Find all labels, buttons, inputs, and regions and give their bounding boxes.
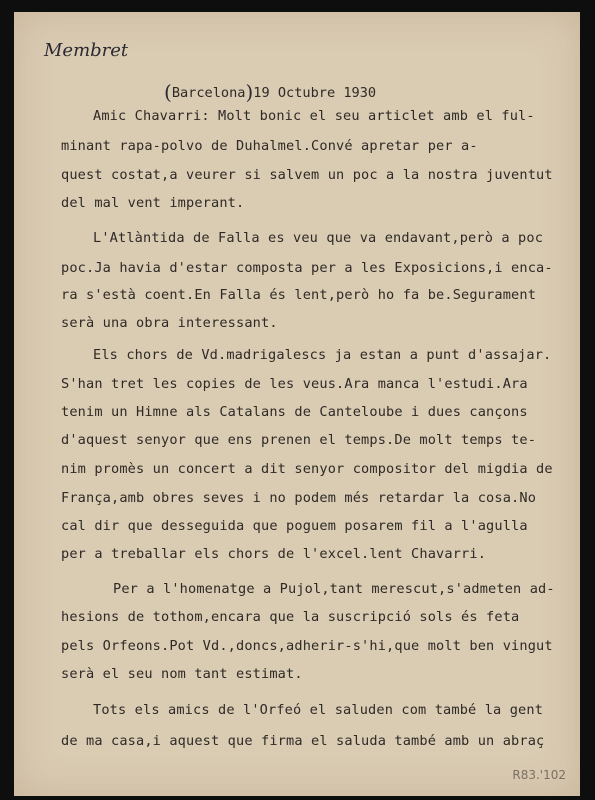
text-line: hesions de tothom,encara que la suscripció sols és feta xyxy=(61,609,520,625)
text-line: Els chors de Vd.madrigalescs ja estan a punt d'assajar. xyxy=(93,347,552,363)
text-line: ra s'està coent.En Falla és lent,però ho fa be.Segurament xyxy=(61,287,537,303)
handwritten-note: Membret xyxy=(44,40,129,61)
open-paren: ( xyxy=(164,80,172,104)
text-line: minant rapa-polvo de Duhalmel.Convé apretar per a- xyxy=(61,138,478,154)
text-line: per a treballar els chors de l'excel.lent Chavarri. xyxy=(61,546,487,562)
heading-date: 19 Octubre 1930 xyxy=(253,85,377,101)
text-line: serà el seu nom tant estimat. xyxy=(61,666,303,682)
text-line: tenim un Himne als Catalans de Canteloube i dues cançons xyxy=(61,404,528,420)
text-line: Tots els amics de l'Orfeó el saluden com també la gent xyxy=(93,702,544,718)
text-line: S'han tret les copies de les veus.Ara manca l'estudi.Ara xyxy=(61,376,528,392)
text-line: L'Atlàntida de Falla es veu que va endavant,però a poc xyxy=(93,230,544,246)
letter-page xyxy=(14,12,580,796)
archive-reference: R83.'102 xyxy=(512,768,566,782)
close-paren: ) xyxy=(245,80,254,104)
text-line: Amic Chavarri: Molt bonic el seu articlet amb el ful- xyxy=(93,108,535,124)
text-line: serà una obra interessant. xyxy=(61,315,278,331)
text-line: de ma casa,i aquest que firma el saluda també amb un abraç xyxy=(61,733,545,749)
heading-place: Barcelona xyxy=(171,85,246,101)
text-line: França,amb obres seves i no podem més retardar la cosa.No xyxy=(61,490,537,506)
text-line: cal dir que desseguida que poguem posarem fil a l'agulla xyxy=(61,518,528,534)
text-line: del mal vent imperant. xyxy=(61,195,245,211)
letter-heading xyxy=(164,78,376,102)
text-line: poc.Ja havia d'estar composta per a les Exposicions,i enca- xyxy=(61,260,553,276)
text-line: nim promès un concert a dit senyor compositor del migdia de xyxy=(61,461,553,477)
text-line: pels Orfeons.Pot Vd.,doncs,adherir-s'hi,que molt ben vingut xyxy=(61,638,553,654)
text-line: quest costat,a veurer si salvem un poc a la nostra juventut xyxy=(61,167,553,183)
text-line: Per a l'homenatge a Pujol,tant merescut,s'admeten ad- xyxy=(113,581,555,597)
text-line: d'aquest senyor que ens prenen el temps.De molt temps te- xyxy=(61,432,537,448)
